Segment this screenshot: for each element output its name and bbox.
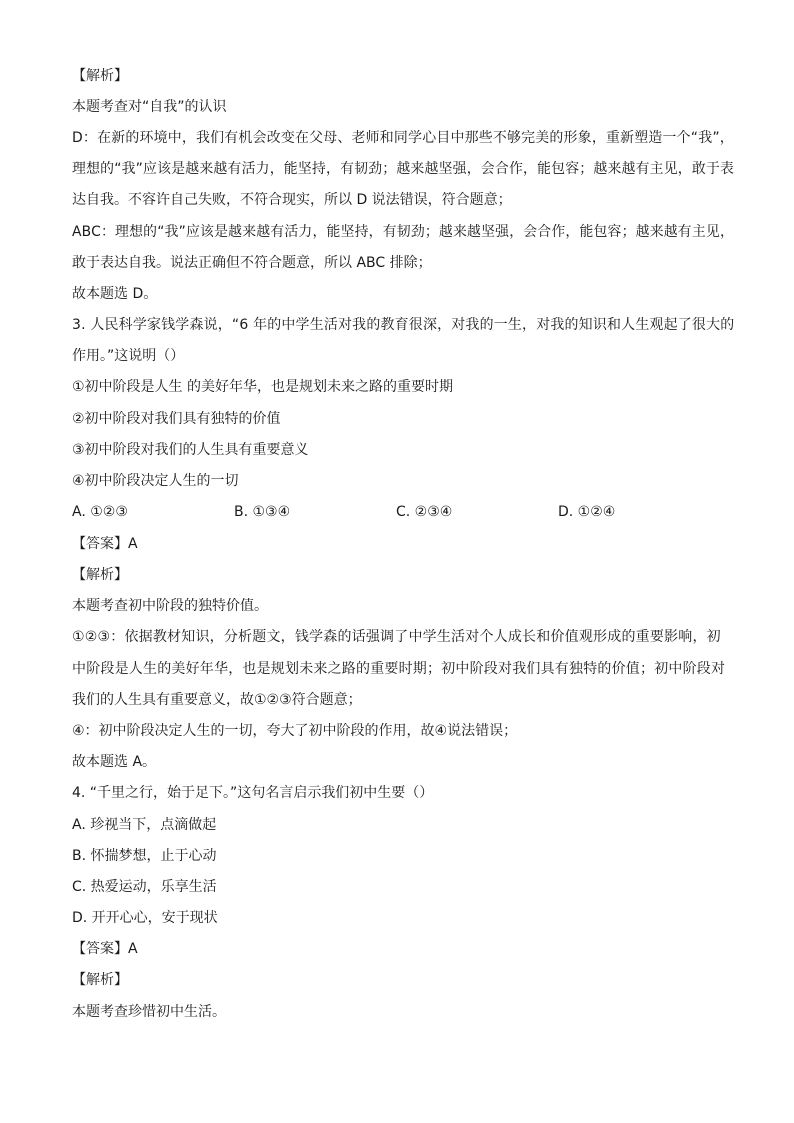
question-3-statement: ②初中阶段对我们具有独特的价值 bbox=[72, 411, 281, 427]
question-3-statement: ①初中阶段是人生 的美好年华，也是规划未来之路的重要时期 bbox=[72, 379, 453, 395]
answer-heading: 【答案】A bbox=[72, 536, 138, 552]
option-d: D. ①②④ bbox=[558, 504, 616, 520]
analysis-paragraph: ①②③：依据教材知识，分析题文，钱学森的话强调了中学生活对个人成长和价值观形成的重要影响，初 bbox=[72, 629, 721, 645]
answer-heading: 【答案】A bbox=[72, 941, 138, 957]
analysis-topic: 本题考查初中阶段的独特价值。 bbox=[72, 598, 268, 614]
analysis-paragraph: ABC：理想的“我”应该是越来越有活力，能坚持，有韧劲；越来越坚强，会合作，能包容；越来越有主见， bbox=[72, 224, 735, 240]
question-3-stem: 作用。”这说明（） bbox=[72, 348, 185, 364]
conclusion: 故本题选 A。 bbox=[72, 754, 157, 770]
question-3-stem: 3. 人民科学家钱学森说，“6 年的中学生活对我的教育很深，对我的一生，对我的知识和人生观起了很大的 bbox=[72, 317, 735, 333]
question-4-option-c: C. 热爱运动，乐享生活 bbox=[72, 879, 217, 895]
analysis-paragraph: ④：初中阶段决定人生的一切，夸大了初中阶段的作用，故④说法错误； bbox=[72, 723, 518, 739]
analysis-paragraph: 敢于表达自我。说法正确但不符合题意，所以 ABC 排除； bbox=[72, 255, 432, 271]
conclusion: 故本题选 D。 bbox=[72, 286, 158, 302]
analysis-paragraph: D：在新的环境中，我们有机会改变在父母、老师和同学心目中那些不够完美的形象，重新塑造一个“我”， bbox=[72, 130, 734, 146]
analysis-heading: 【解析】 bbox=[72, 567, 128, 583]
option-c: C. ②③④ bbox=[396, 504, 453, 520]
question-4-option-b: B. 怀揣梦想，止于心动 bbox=[72, 848, 217, 864]
analysis-topic: 本题考查对“自我”的认识 bbox=[72, 99, 227, 115]
option-a: A. ①②③ bbox=[72, 504, 128, 520]
question-4-option-d: D. 开开心心，安于现状 bbox=[72, 910, 218, 926]
question-4-stem: 4. “千里之行，始于足下。”这句名言启示我们初中生要（） bbox=[72, 785, 434, 801]
option-b: B. ①③④ bbox=[234, 504, 291, 520]
question-3-statement: ③初中阶段对我们的人生具有重要意义 bbox=[72, 442, 309, 458]
analysis-paragraph: 达自我。不容许自己失败，不符合现实，所以 D 说法错误，符合题意； bbox=[72, 192, 512, 208]
analysis-paragraph: 中阶段是人生的美好年华，也是规划未来之路的重要时期；初中阶段对我们具有独特的价值；初中阶段对 bbox=[72, 661, 726, 677]
question-4-option-a: A. 珍视当下，点滴做起 bbox=[72, 817, 217, 833]
question-3-statement: ④初中阶段决定人生的一切 bbox=[72, 473, 239, 489]
analysis-heading: 【解析】 bbox=[72, 68, 128, 84]
analysis-topic: 本题考查珍惜初中生活。 bbox=[72, 1004, 226, 1020]
analysis-paragraph: 理想的“我”应该是越来越有活力，能坚持，有韧劲；越来越坚强，会合作，能包容；越来越有主见，敢于表 bbox=[72, 161, 735, 177]
analysis-heading: 【解析】 bbox=[72, 972, 128, 988]
analysis-paragraph: 我们的人生具有重要意义，故①②③符合题意； bbox=[72, 692, 362, 708]
